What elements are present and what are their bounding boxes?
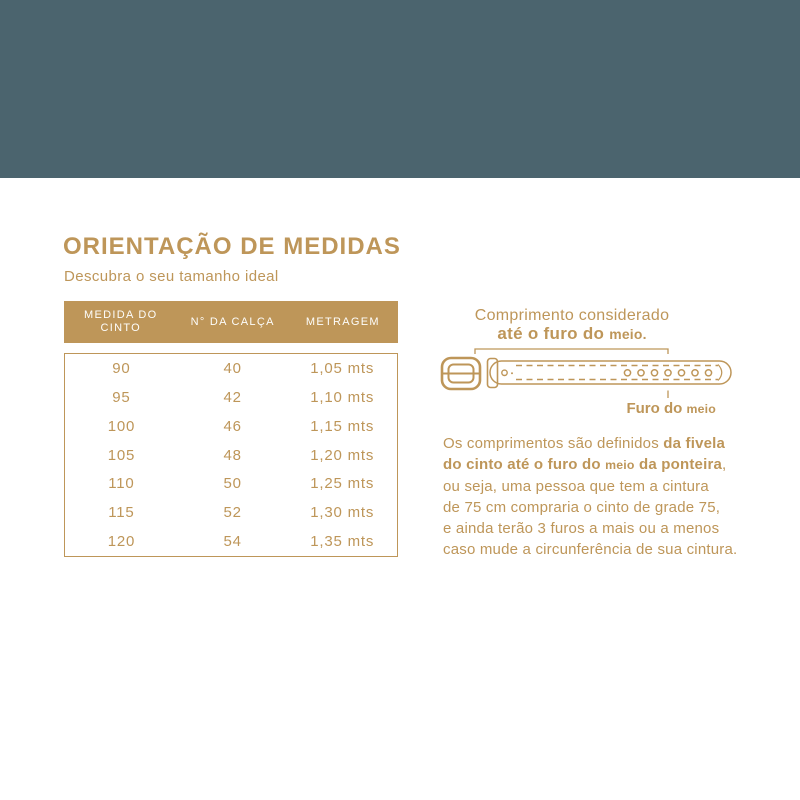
table-cell: 1,20 mts bbox=[310, 446, 375, 464]
size-table-header bbox=[64, 301, 398, 343]
text-segment: , bbox=[722, 456, 727, 473]
table-cell: 115 bbox=[108, 504, 135, 522]
table-cell: 1,25 mts bbox=[310, 475, 375, 493]
page-title: ORIENTAÇÃO DE MEDIDAS bbox=[63, 233, 401, 260]
table-cell: 95 bbox=[112, 388, 131, 406]
paragraph-line bbox=[443, 433, 737, 454]
table-cell: 50 bbox=[223, 475, 242, 493]
table-row bbox=[65, 383, 397, 412]
measure-bracket bbox=[475, 349, 668, 354]
table-cell: 42 bbox=[223, 388, 242, 406]
column-header-metragem: METRAGEM bbox=[305, 315, 380, 328]
column-header-numero-da-calca: N° DA CALÇA bbox=[190, 315, 275, 328]
text-segment: caso mude a circunferência de sua cintura. bbox=[443, 541, 738, 558]
table-cell: 40 bbox=[223, 359, 242, 377]
table-cell: 90 bbox=[112, 359, 131, 377]
paragraph-line bbox=[443, 518, 737, 539]
text-segment: do cinto até o furo do bbox=[443, 456, 606, 473]
table-row bbox=[65, 354, 397, 383]
page-subtitle: Descubra o seu tamanho ideal bbox=[64, 268, 279, 285]
table-cell: 105 bbox=[107, 446, 136, 464]
top-banner bbox=[0, 0, 800, 178]
text-segment: meio bbox=[686, 402, 716, 416]
belt-illustration bbox=[440, 345, 740, 401]
table-row bbox=[65, 498, 397, 527]
measure-description bbox=[443, 433, 737, 560]
paragraph-line bbox=[443, 454, 737, 476]
text-segment: meio bbox=[605, 458, 635, 472]
size-table-body bbox=[64, 353, 398, 557]
measure-heading bbox=[443, 306, 701, 343]
column-header-medida-do-cinto: MEDIDA DO CINTO bbox=[84, 309, 158, 334]
text-segment: até o furo do bbox=[497, 324, 610, 343]
belt-middle-hole-label bbox=[460, 400, 716, 417]
table-cell: 120 bbox=[107, 533, 136, 551]
text-segment: meio. bbox=[609, 326, 647, 342]
table-cell: 1,10 mts bbox=[310, 388, 375, 406]
text-segment: ou seja, uma pessoa que tem a cintura bbox=[443, 478, 709, 495]
belt-holes bbox=[502, 370, 712, 376]
belt-buckle-icon bbox=[442, 358, 498, 389]
table-cell: 54 bbox=[223, 533, 242, 551]
table-cell: 100 bbox=[107, 417, 136, 435]
table-row bbox=[65, 441, 397, 470]
belt-tip-line bbox=[718, 365, 722, 381]
text-segment: Furo do bbox=[626, 400, 687, 417]
table-cell: 1,30 mts bbox=[310, 504, 375, 522]
table-cell: 48 bbox=[223, 446, 242, 464]
paragraph-line bbox=[443, 539, 737, 560]
table-row bbox=[65, 527, 397, 556]
text-segment: de 75 cm compraria o cinto de grade 75, bbox=[443, 499, 721, 516]
belt-strap bbox=[490, 361, 731, 384]
table-cell: 52 bbox=[223, 504, 242, 522]
text-segment: da fivela bbox=[663, 435, 726, 452]
table-row bbox=[65, 412, 397, 441]
table-cell: 1,15 mts bbox=[310, 417, 375, 435]
paragraph-line bbox=[443, 497, 737, 518]
text-segment: da ponteira bbox=[634, 456, 723, 473]
table-cell: 110 bbox=[108, 475, 135, 493]
text-segment: e ainda terão 3 furos a mais ou a menos bbox=[443, 520, 720, 537]
paragraph-line bbox=[443, 476, 737, 497]
measure-heading-line2 bbox=[443, 325, 701, 343]
table-cell: 46 bbox=[223, 417, 242, 435]
table-cell: 1,35 mts bbox=[310, 533, 375, 551]
table-row bbox=[65, 469, 397, 498]
table-cell: 1,05 mts bbox=[310, 359, 375, 377]
measure-heading-line1: Comprimento considerado bbox=[474, 307, 670, 324]
text-segment: Os comprimentos são definidos bbox=[443, 435, 664, 452]
